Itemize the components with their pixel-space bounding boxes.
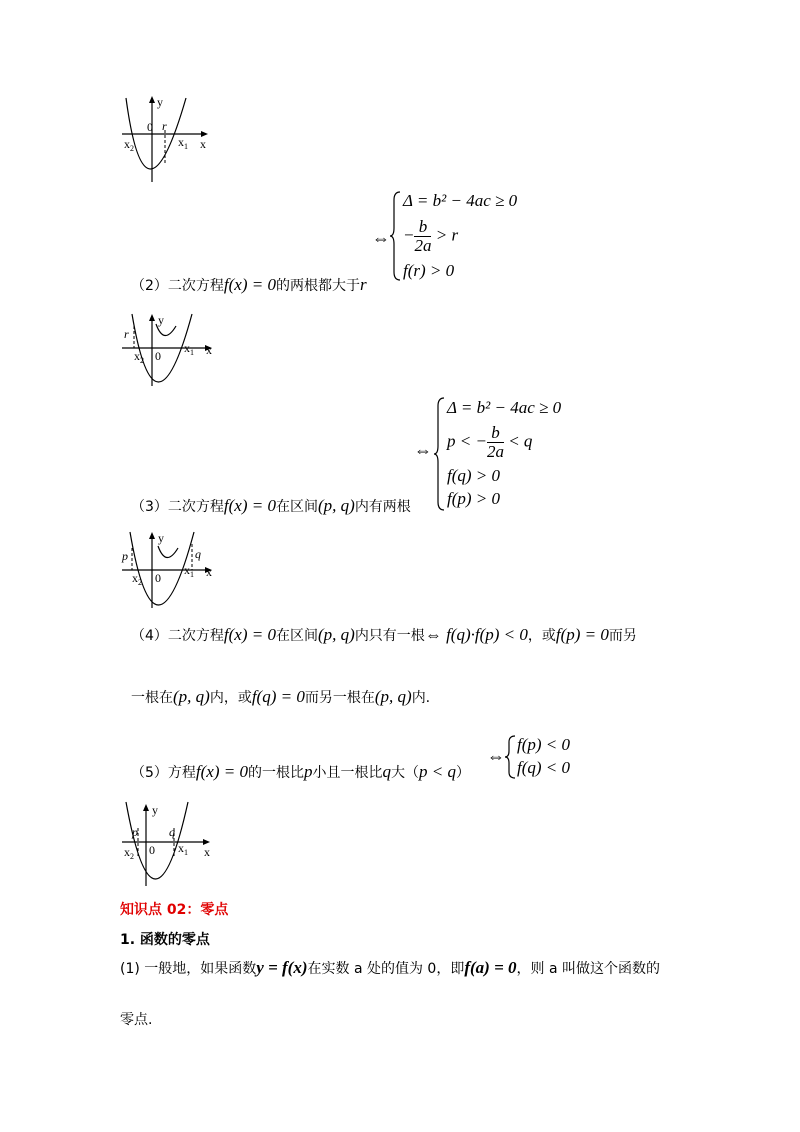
item5-brace bbox=[505, 734, 517, 780]
item4-line1: （4）二次方程f(x) = 0在区间(p, q)内只有一根⇔ f(q)·f(p) < 0，或f(p) = 0而另 bbox=[131, 625, 637, 644]
sys2-line1: Δ = b² − 4ac ≥ 0 bbox=[447, 398, 562, 417]
graph-q-label: q bbox=[195, 547, 201, 561]
graph-zero-label: 0 bbox=[155, 571, 161, 585]
svg-text:x1: $x_1$ bbox=[178, 135, 188, 151]
graph-x2-label: x bbox=[124, 137, 130, 151]
graph-5 bbox=[118, 800, 218, 888]
graph-y-label: y bbox=[157, 95, 163, 109]
svg-text:x1: $x_1$ bbox=[184, 563, 194, 579]
svg-text:x1: $x_1$ bbox=[184, 341, 194, 357]
sys2-line2: p < − $\frac{b}{2a}$ < q bbox=[447, 423, 533, 461]
item3-line: （3）二次方程f(x) = 0在区间(p, q)内有两根 bbox=[131, 496, 411, 515]
sys1-line2: − $\frac{b}{2a}$ > r bbox=[403, 217, 459, 255]
graph-p-label: p bbox=[132, 825, 138, 839]
graph-x2-label: x bbox=[132, 571, 138, 585]
sys1-brace bbox=[390, 190, 402, 282]
graph-x-label: x bbox=[200, 137, 206, 151]
graph-x-label: x bbox=[206, 343, 212, 357]
graph-x2-label: x bbox=[134, 349, 140, 363]
graph-x1-label: x bbox=[184, 341, 190, 355]
graph-r-label: r bbox=[124, 327, 129, 341]
sub-heading: 1. 函数的零点 bbox=[120, 932, 210, 948]
sys2-line4: f(p) > 0 bbox=[447, 489, 501, 508]
graph-3 bbox=[118, 530, 218, 610]
graph-2 bbox=[118, 312, 218, 388]
sys2-line3: f(q) > 0 bbox=[447, 466, 501, 485]
svg-text:x2: $x_2$ bbox=[132, 571, 142, 587]
sys1-line3: f(r) > 0 bbox=[403, 261, 455, 280]
sys1-line1: Δ = b² − 4ac ≥ 0 bbox=[403, 191, 518, 210]
item2-line: （2）二次方程f(x) = 0的两根都大于r bbox=[131, 275, 367, 294]
svg-text:x2: $x_2$ bbox=[124, 845, 134, 861]
graph-x1-label: x bbox=[178, 135, 184, 149]
graph-zero-label: 0 bbox=[155, 349, 161, 363]
graph-1 bbox=[118, 92, 214, 184]
section-heading: 知识点 02：零点 bbox=[120, 902, 229, 918]
graph-x-label: x bbox=[204, 845, 210, 859]
item5-arrow: ⇔ bbox=[487, 746, 505, 766]
graph-x-label: x bbox=[206, 565, 212, 579]
item5-line: （5）方程f(x) = 0的一根比p小且一根比q大（p < q） bbox=[131, 762, 470, 781]
graph-p-label: p bbox=[122, 549, 128, 563]
sys2-arrow: ⇔ bbox=[414, 440, 432, 460]
item4-line2: 一根在(p, q)内，或f(q) = 0而另一根在(p, q)内. bbox=[131, 687, 431, 706]
para1-line1: (1) 一般地，如果函数y = f(x)在实数 a 处的值为 0，即f(a) = 0，则 a 叫做这个函数的 bbox=[120, 958, 660, 977]
para1-line2: 零点. bbox=[120, 1012, 153, 1028]
graph-y-label: y bbox=[158, 313, 164, 327]
graph-zero-label: 0 bbox=[149, 843, 155, 857]
graph-zero-label: 0 bbox=[147, 120, 153, 134]
graph-q-label: q bbox=[169, 825, 175, 839]
svg-text:x1: $x_1$ bbox=[178, 841, 188, 857]
svg-text:x2: $x_2$ bbox=[124, 137, 134, 153]
graph-x1-label: x bbox=[178, 841, 184, 855]
item5-sys-line1: f(p) < 0 bbox=[517, 735, 571, 754]
sys2-brace bbox=[434, 396, 446, 512]
sys1-arrow: ⇔ bbox=[372, 228, 390, 248]
graph-x1-label: x bbox=[184, 563, 190, 577]
graph-r-label: r bbox=[162, 119, 167, 133]
graph-y-label: y bbox=[158, 531, 164, 545]
svg-text:x2: $x_2$ bbox=[134, 349, 144, 365]
graph-y-label: y bbox=[152, 803, 158, 817]
graph-x2-label: x bbox=[124, 845, 130, 859]
item5-sys-line2: f(q) < 0 bbox=[517, 758, 571, 777]
